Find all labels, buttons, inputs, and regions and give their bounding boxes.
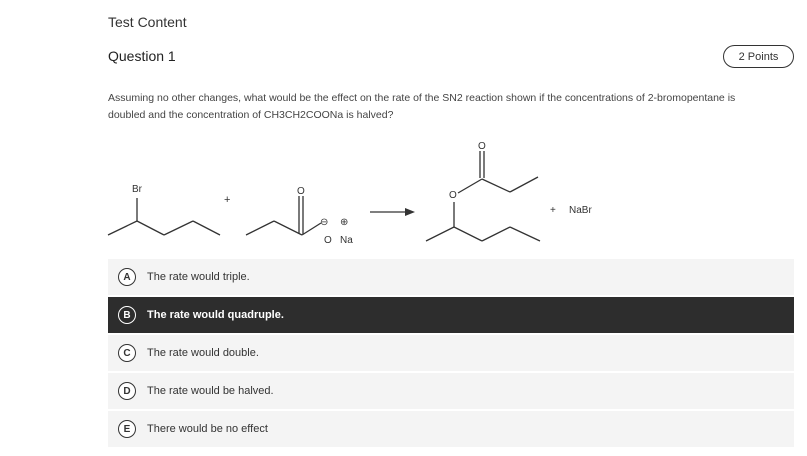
answer-text-d: The rate would be halved. (147, 385, 274, 397)
answer-text-e: There would be no effect (147, 423, 268, 435)
answer-letter-b: B (118, 306, 136, 324)
product-carbonyl-oxygen-label: O (478, 141, 486, 152)
sodium-label: Na (340, 235, 353, 246)
answer-list (108, 259, 794, 449)
plus-sign-2: + (550, 205, 556, 216)
answer-text-c: The rate would double. (147, 347, 259, 359)
answer-option-e[interactable] (108, 411, 794, 447)
ester-product-structure (426, 151, 540, 241)
answer-option-d[interactable] (108, 373, 794, 409)
nabr-label: NaBr (569, 205, 592, 216)
plus-charge: ⊕ (340, 217, 349, 228)
carbonyl-oxygen-label: O (297, 186, 305, 197)
answer-letter-e: E (118, 420, 136, 438)
bromopentane-structure (108, 198, 220, 235)
minus-charge: ⊖ (320, 217, 329, 228)
page-header: Test Content (108, 14, 187, 30)
answer-letter-a: A (118, 268, 136, 286)
br-label: Br (132, 184, 142, 195)
answer-text-a: The rate would triple. (147, 271, 250, 283)
answer-option-a[interactable] (108, 259, 794, 295)
reaction-arrow (370, 208, 415, 216)
answer-letter-c: C (118, 344, 136, 362)
answer-option-c[interactable] (108, 335, 794, 371)
points-badge: 2 Points (723, 45, 794, 68)
ester-oxygen-label: O (449, 190, 457, 201)
question-prompt: Assuming no other changes, what would be the effect on the rate of the SN2 reaction shown if the concentrations of 2-bromopentane is doubled and the concentration of CH3CH2COONa is halved? (108, 92, 736, 121)
answer-option-b[interactable] (108, 297, 794, 333)
answer-letter-d: D (118, 382, 136, 400)
answer-text-b: The rate would quadruple. (147, 309, 284, 321)
plus-sign-1: + (224, 194, 231, 206)
question-title: Question 1 (108, 48, 176, 64)
reaction-scheme (100, 130, 620, 250)
anion-oxygen-label: O (324, 235, 332, 246)
propanoate-structure (246, 196, 321, 235)
